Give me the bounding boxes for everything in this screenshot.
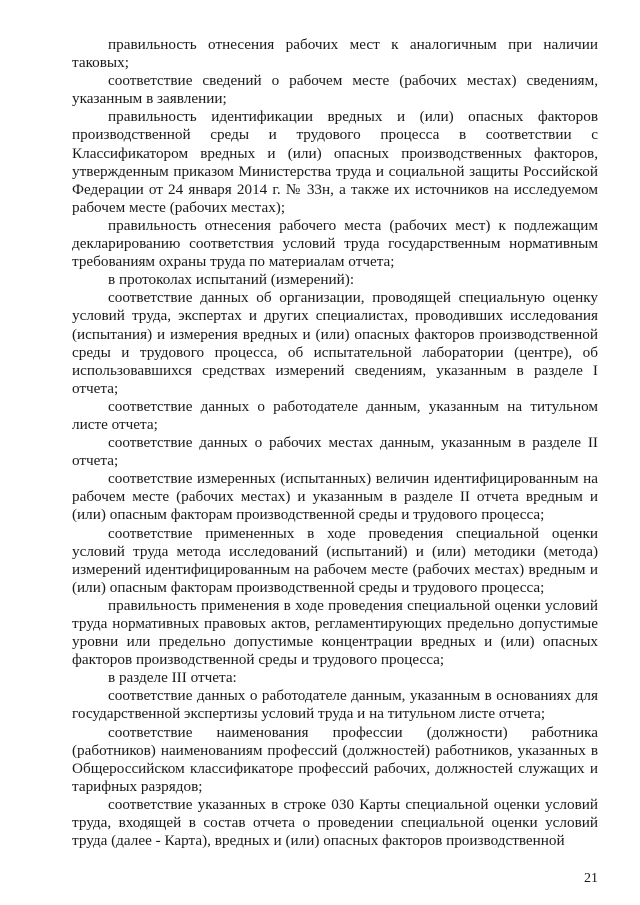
page-number: 21 [584,871,598,886]
paragraph-6: соответствие данных об организации, проводящей специальную оценку условий труда, экспертах и других специалистах, проводивших исследования (испытания) и измерения вредных и (или) опасных факторов производственной среды и трудового процесса, об испытательной лаборатории (центре), об использовавшихся средствах измерений сведениям, указанным в разделе I отчета; [72,289,598,397]
paragraph-11: правильность применения в ходе проведения специальной оценки условий труда нормативных правовых актов, регламентирующих предельно допустимые уровни или предельно допустимые концентрации вредных и (или) опасных факторов производственной среды и трудового процесса; [72,596,598,669]
paragraph-5: в протоколах испытаний (измерений): [108,271,355,289]
paragraph-2: соответствие сведений о рабочем месте (рабочих местах) сведениям, указанным в заявлении; [72,72,598,108]
paragraph-3: правильность идентификации вредных и (или) опасных факторов производственной среды и трудового процесса в соответствии с Классификатором вредных и (или) опасных производственных факторов, утвержденным приказом Министерства труда и социальной защиты Российской Федерации от 24 января 2014 г. № 33н, а также их источников на исследуемом рабочем месте (рабочих местах); [72,108,598,216]
paragraph-7: соответствие данных о работодателе данным, указанным на титульном листе отчета; [72,397,598,433]
paragraph-13: соответствие данных о работодателе данным, указанным в основаниях для государственной экспертизы условий труда и на титульном листе отчета; [72,687,598,723]
paragraph-14: соответствие наименования профессии (должности) работника (работников) наименованиям профессий (должностей) работников, указанных в Общероссийском классификаторе профессий рабочих, должностей служащих и тарифных разрядов; [72,723,598,795]
paragraph-1: правильность отнесения рабочих мест к аналогичным при наличии таковых; [72,36,598,72]
paragraph-15: соответствие указанных в строке 030 Карты специальной оценки условий труда, входящей в состав отчета о проведении специальной оценки условий труда (далее - Карта), вредных и (или) опасных факторов производственной [72,795,598,850]
document-body [72,36,598,850]
paragraph-10: соответствие примененных в ходе проведения специальной оценки условий труда метода исследований (испытаний) и (или) методики (метода) измерений идентифицированным на рабочем месте (рабочих местах) вредным и (или) опасным факторам производственной среды и трудового процесса; [72,524,598,596]
paragraph-8: соответствие данных о рабочих местах данным, указанным в разделе II отчета; [72,434,598,470]
paragraph-12: в разделе III отчета: [108,669,237,687]
paragraph-9: соответствие измеренных (испытанных) величин идентифицированным на рабочем месте (рабочих местах) и указанным в разделе II отчета вредным и (или) опасным факторам производственной среды и трудового процесса; [72,470,598,524]
paragraph-4: правильность отнесения рабочего места (рабочих мест) к подлежащим декларированию соответствия условий труда государственным нормативным требованиям охраны труда по материалам отчета; [72,216,598,271]
